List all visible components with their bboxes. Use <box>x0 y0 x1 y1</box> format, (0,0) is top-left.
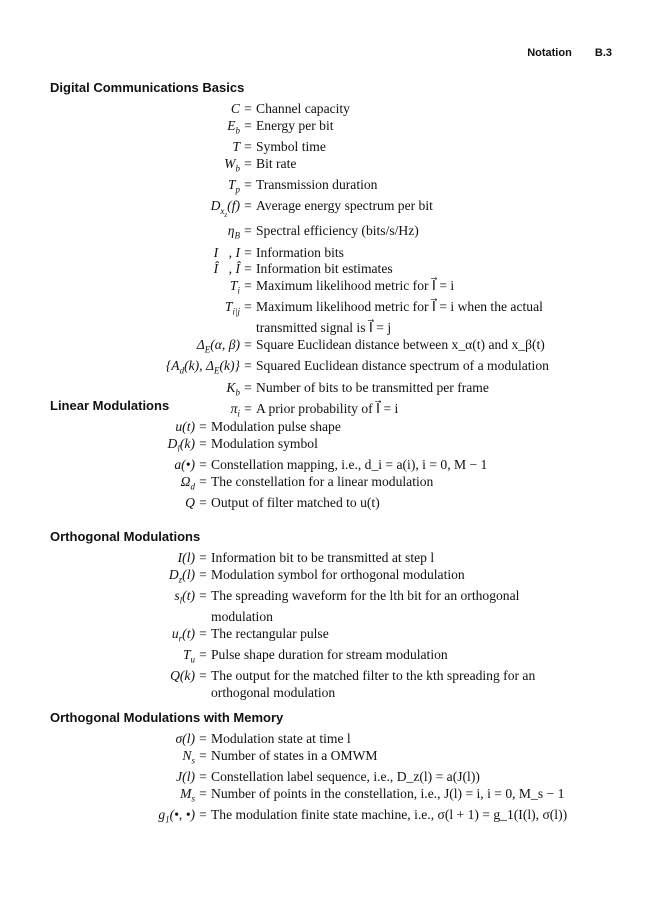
symbol-Dxz: $D_{x_z}(f)$ <box>210 198 240 219</box>
definition-text: The constellation for a linear modulation <box>211 473 434 489</box>
definition-row: u(t) = Modulation pulse shape <box>50 419 487 436</box>
definition-text: Information bit estimates <box>256 261 393 277</box>
symbol-sl: $s_l(t)$ <box>174 587 195 606</box>
definition-text: The spreading waveform for the lth bit for an orthogonal <box>211 587 520 603</box>
symbol-Wb: $W_b$ <box>224 155 240 174</box>
symbol-Il: I(l) <box>177 550 195 565</box>
definition-row: $\Omega_d$ = The constellation for a linear modulation <box>50 474 487 495</box>
definition-text: Square Euclidean distance between x_α(t) and x_β(t) <box>256 336 545 352</box>
symbol-DeltaE: $\Delta_E(\alpha$, β) <box>196 336 240 355</box>
definition-row: Q(k) = The output for the matched filter to the kth spreading for an <box>50 668 535 685</box>
definition-text: The modulation finite state machine, i.e., σ(l + 1) = g_1(I(l), σ(l)) <box>211 806 568 822</box>
definition-text: Maximum likelihood metric for I⃗ = i <box>256 277 455 293</box>
definition-text: Modulation state at time l <box>211 731 351 746</box>
symbol-u: u(t) <box>175 419 195 434</box>
definition-row: $D_z(l)$ = Modulation symbol for orthogonal modulation <box>50 567 535 588</box>
definition-text: Symbol time <box>256 138 326 154</box>
symbol-Dl: $D_l(k)$ <box>167 435 195 454</box>
symbol-Eb: $E_b$ <box>227 117 240 136</box>
definition-row: $N_s$ = Number of states in a OMWM <box>50 748 567 769</box>
symbol-I-hat: Î⃗, Î <box>213 261 240 277</box>
header-label: Notation <box>527 47 572 59</box>
definition-text: Number of states in a OMWM <box>211 747 378 763</box>
definition-row: $T_{i|j}$ = Maximum likelihood metric for I⃗ = i when the actual <box>50 299 549 320</box>
definition-text: Modulation symbol <box>211 435 318 451</box>
definition-row: $D_l(k)$ = Modulation symbol <box>50 436 487 457</box>
definition-text: Output of filter matched to u(t) <box>211 494 380 510</box>
section-orthogonal-modulations-with-memory <box>50 710 567 828</box>
symbol-Tu: $T_u$ <box>182 647 195 665</box>
definition-row: $T_p$ = Transmission duration <box>50 177 549 198</box>
definition-text: Squared Euclidean distance spectrum of a modulation <box>256 358 549 374</box>
definition-row: $g_1(•$, •) = The modulation finite state machine, i.e., σ(l + 1) = g_1(I(l), σ(l)) <box>50 807 567 828</box>
definition-text: Average energy spectrum per bit <box>256 198 433 214</box>
symbol-C: C <box>230 101 240 116</box>
definition-continuation: transmitted signal is I⃗ = j <box>256 320 392 336</box>
symbol-Q: Q <box>185 494 195 510</box>
symbol-g1: $g_1(•$, •) <box>158 806 195 825</box>
definition-row: $T_i$ = Maximum likelihood metric for I⃗ = i <box>50 278 549 299</box>
definition-text: Constellation label sequence, i.e., D_z(l) = a(J(l)) <box>211 768 480 784</box>
symbol-Tp: $T_p$ <box>227 176 240 195</box>
symbol-Ms: $M_s$ <box>180 785 195 804</box>
definition-continuation: orthogonal modulation <box>211 685 336 701</box>
definition-row: Î⃗, Î = Information bit estimates <box>50 261 549 278</box>
definition-text: Pulse shape duration for stream modulation <box>211 647 448 663</box>
symbol-Tij: $T_{i|j}$ <box>224 299 240 317</box>
definition-continuation: modulation <box>211 609 273 625</box>
symbol-Dz: $D_z(l)$ <box>168 566 195 585</box>
definition-row: $M_s$ = Number of points in the constellation, i.e., J(l) = i, i = 0, M_s − 1 <box>50 786 567 807</box>
definition-row: I(l) = Information bit to be transmitted at step l <box>50 550 535 567</box>
section-title: Orthogonal Modulations <box>50 529 201 544</box>
definition-row: $\eta_B$ = Spectral efficiency (bits/s/Hz) <box>50 223 549 244</box>
definition-row: σ(l) = Modulation state at time l <box>50 731 567 748</box>
symbol-Ti: $T_i$ <box>229 277 240 296</box>
definition-text: A prior probability of I⃗ = i <box>256 400 399 416</box>
definition-row: $\pi_i$ = A prior probability of I⃗ = i <box>50 401 549 422</box>
definition-text: Modulation pulse shape <box>211 419 341 434</box>
symbol-pi: $\pi_i$ <box>230 400 240 419</box>
definition-text: The output for the matched filter to the kth spreading for an <box>211 668 536 684</box>
definition-row: J(l) = Constellation label sequence, i.e., D_z(l) = a(J(l)) <box>50 769 567 786</box>
symbol-Ns: $N_s$ <box>182 747 195 766</box>
running-header <box>527 47 612 59</box>
symbol-ur: $u_r(t)$ <box>171 625 195 644</box>
definition-list <box>50 550 535 702</box>
definition-row: I⃗, I = Information bits <box>50 245 549 262</box>
definition-row: a(•) = Constellation mapping, i.e., d_i = a(i), i = 0, M − 1 <box>50 457 487 474</box>
definition-row: $u_r(t)$ = The rectangular pulse <box>50 626 535 647</box>
definition-text: Maximum likelihood metric for I⃗ = i when the actual <box>256 299 543 315</box>
symbol-J: J(l) <box>176 768 195 784</box>
section-orthogonal-modulations <box>50 529 535 702</box>
section-title: Digital Communications Basics <box>50 80 245 95</box>
page-number: B.3 <box>594 47 612 59</box>
definition-text: Spectral efficiency (bits/s/Hz) <box>256 223 419 239</box>
definition-row: $E_b$ = Energy per bit <box>50 118 549 139</box>
definition-row: {$A_d(k)$, $\Delta_E(k)$} = Squared Euclidean distance spectrum of a modulation <box>50 358 549 379</box>
definition-text: Transmission duration <box>256 176 378 192</box>
section-title: Linear Modulations <box>50 398 170 413</box>
definition-text: Information bits <box>256 244 344 260</box>
section-digital-communications-basics <box>50 80 549 422</box>
symbol-T: T <box>232 138 240 154</box>
symbol-Kb: $K_b$ <box>226 379 240 398</box>
definition-text: Number of bits to be transmitted per frame <box>256 379 489 395</box>
definition-text: Number of points in the constellation, i.e., J(l) = i, i = 0, M_s − 1 <box>211 785 565 801</box>
definition-row: $D_{x_z}(f)$ = Average energy spectrum per bit <box>50 198 549 223</box>
definition-row: C = Channel capacity <box>50 101 549 118</box>
definition-list <box>50 419 487 511</box>
symbol-sigma: σ(l) <box>175 731 195 746</box>
symbol-I-vector: I⃗, I <box>213 244 240 260</box>
definition-text: Channel capacity <box>256 101 350 116</box>
definition-text: Information bit to be transmitted at step l <box>211 550 435 565</box>
section-linear-modulations <box>50 398 487 511</box>
symbol-etaB: $\eta_B$ <box>227 223 240 241</box>
definition-row: T = Symbol time <box>50 139 549 156</box>
definition-row: $T_u$ = Pulse shape duration for stream modulation <box>50 647 535 668</box>
definition-text: Bit rate <box>256 155 297 171</box>
definition-text: The rectangular pulse <box>211 625 329 641</box>
definition-row: $\Delta_E(\alpha$, β) = Square Euclidean distance between x_α(t) and x_β(t) <box>50 337 549 358</box>
symbol-Omega: $\Omega_d$ <box>180 473 195 492</box>
definition-row: $W_b$ = Bit rate <box>50 156 549 177</box>
definition-list <box>50 101 549 422</box>
symbol-Qk: Q(k) <box>170 668 195 684</box>
definition-list <box>50 731 567 828</box>
symbol-a: a(•) <box>174 456 195 472</box>
definition-row: Q = Output of filter matched to u(t) <box>50 495 487 512</box>
definition-row: $K_b$ = Number of bits to be transmitted per frame <box>50 380 549 401</box>
definition-text: Modulation symbol for orthogonal modulation <box>211 566 465 582</box>
section-title: Orthogonal Modulations with Memory <box>50 710 284 725</box>
definition-text: Energy per bit <box>256 117 334 133</box>
symbol-distance-spectrum: {$A_d(k)$, $\Delta_E(k)$} <box>165 358 240 376</box>
definition-row: $s_l(t)$ = The spreading waveform for the lth bit for an orthogonal <box>50 588 535 609</box>
definition-text: Constellation mapping, i.e., d_i = a(i), i = 0, M − 1 <box>211 456 488 472</box>
